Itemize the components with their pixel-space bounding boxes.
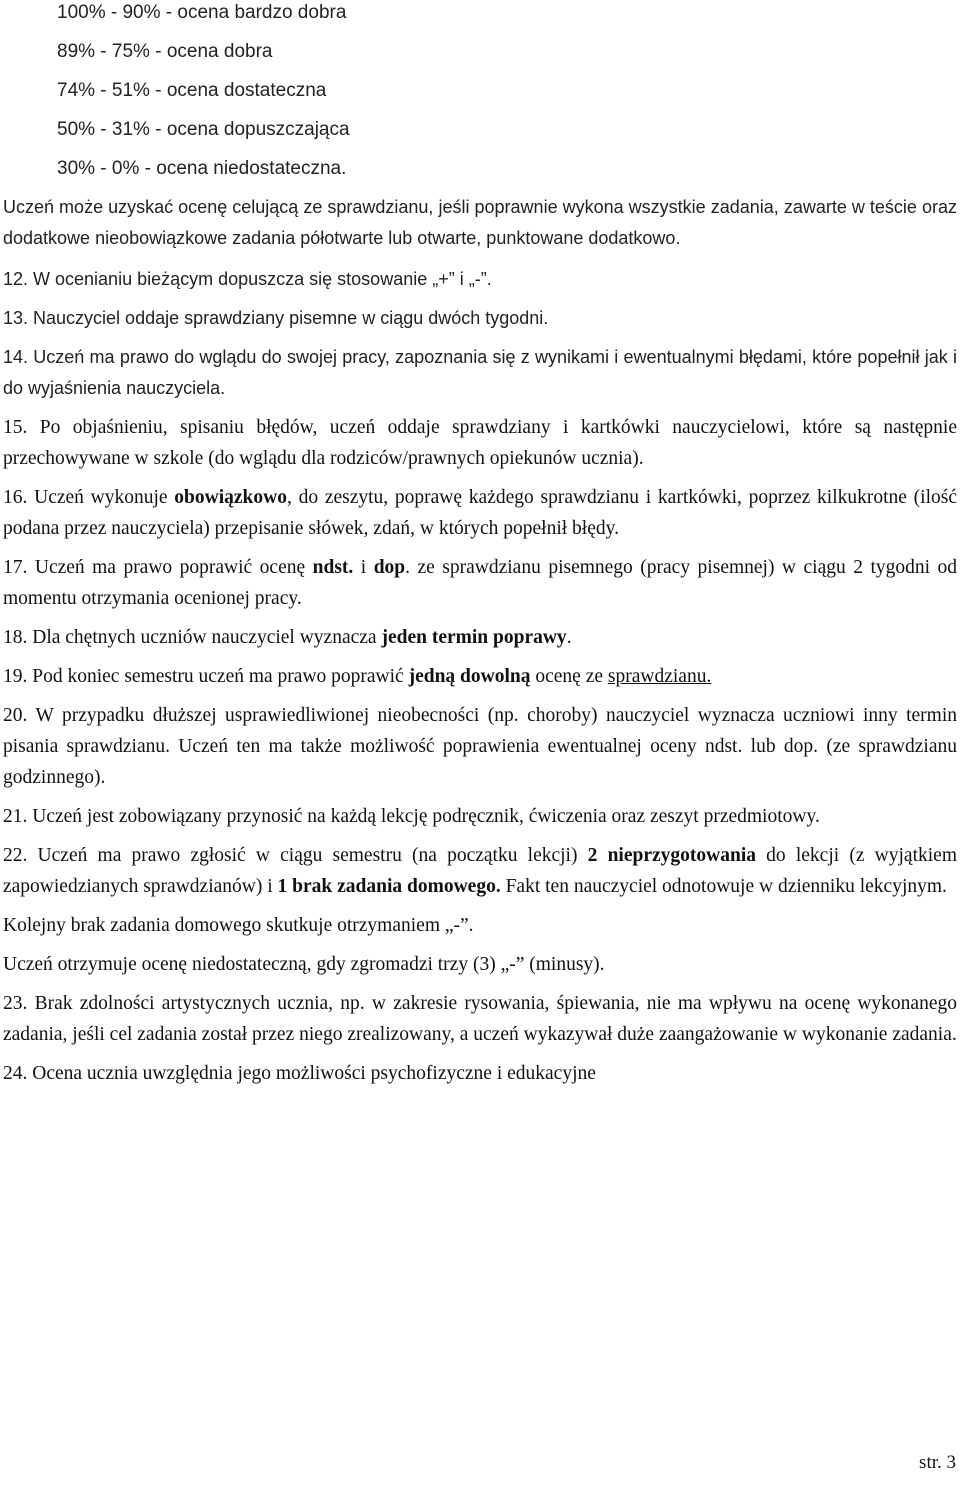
grade-scale-list: [57, 0, 350, 195]
paragraph-13: 13. Nauczyciel oddaje sprawdziany pisemne w ciągu dwóch tygodni.: [3, 308, 549, 328]
paragraph-24: 24. Ocena ucznia uwzględnia jego możliwości psychofizyczne i edukacyjne: [3, 1063, 596, 1084]
paragraph-18-text-b: .: [566, 627, 572, 648]
paragraph-17-text-b: i: [353, 557, 374, 578]
paragraph-22-emphasis-a: 2 nieprzygotowania: [587, 845, 756, 866]
page-number: str. 3: [919, 1452, 956, 1473]
paragraph-17-text-a: 17. Uczeń ma prawo poprawić ocenę: [3, 557, 313, 578]
paragraph-19-number: 19: [3, 666, 23, 687]
document-body: [3, 192, 957, 1097]
paragraph-22-text-a: 22. Uczeń ma prawo zgłosić w ciągu semestru (na początku lekcji): [3, 845, 588, 866]
grade-scale-item: 74% - 51% - ocena dostateczna: [57, 80, 327, 101]
paragraph-18: [3, 622, 957, 653]
paragraph-19-emphasis: jedną dowolną: [408, 666, 531, 687]
paragraph-22-emphasis-b: 1 brak zadania domowego.: [277, 876, 501, 897]
paragraph-22-text-b: do lekcji (z wyjątkiem zapowiedzianych sprawdzianów) i: [3, 845, 957, 897]
paragraph-16-text-a: 16. Uczeń wykonuje: [3, 487, 175, 508]
grade-scale-item: 100% - 90% - ocena bardzo dobra: [57, 2, 347, 23]
paragraph-20: 20. W przypadku dłuższej usprawiedliwionej nieobecności (np. choroby) nauczyciel wyznacza uczniowi inny termin pisania sprawdzianu. Uczeń ten ma także możliwość poprawienia ewentualnej oceny ndst. lub dop. (ze sprawdzianu godzinnego).: [3, 705, 957, 788]
paragraph-23: 23. Brak zdolności artystycznych ucznia, np. w zakresie rysowania, śpiewania, nie ma wpływu na ocenę wykonanego zadania, jeśli cel zadania został przez niego zrealizowany, a uczeń wykazywał duże zaangażowanie w wykonanie zadania.: [3, 993, 957, 1045]
paragraph-18-text-a: 18. Dla chętnych uczniów nauczyciel wyznacza: [3, 627, 382, 648]
paragraph-17-grade-ndst: ndst.: [312, 557, 354, 578]
paragraph-19-dot: . Pod koniec semestru uczeń ma prawo poprawić: [22, 666, 409, 687]
paragraph-intro: Uczeń może uzyskać ocenę celującą ze sprawdzianu, jeśli poprawnie wykona wszystkie zadania, zawarte w teście oraz dodatkowe nieobowiązkowe zadania półotwarte lub otwarte, punktowane dodatkowo.: [3, 197, 957, 248]
paragraph-17-grade-dop: dop: [373, 557, 406, 578]
paragraph-17-text-c: . ze sprawdzianu pisemnego (pracy pisemnej) w ciągu 2 tygodni od momentu otrzymania ocenionej pracy.: [3, 557, 958, 609]
paragraph-19-text-b: ocenę ze: [530, 666, 608, 687]
paragraph-15: 15. Po objaśnieniu, spisaniu błędów, uczeń oddaje sprawdziany i kartkówki nauczycielowi, które są następnie przechowywane w szkole (do wglądu dla rodziców/prawnych opiekunów ucznia).: [3, 417, 957, 469]
paragraph-12: 12. W ocenianiu bieżącym dopuszcza się stosowanie „+” i „-”.: [3, 269, 492, 289]
grade-scale-item: 89% - 75% - ocena dobra: [57, 41, 273, 62]
paragraph-21: 21. Uczeń jest zobowiązany przynosić na każdą lekcję podręcznik, ćwiczenia oraz zeszyt przedmiotowy.: [3, 806, 820, 827]
paragraph-14: 14. Uczeń ma prawo do wglądu do swojej pracy, zapoznania się z wynikami i ewentualnymi błędami, które popełnił jak i do wyjaśnienia nauczyciela.: [3, 347, 957, 398]
paragraph-16-text-b: , do zeszytu, poprawę każdego sprawdzianu i kartkówki, poprzez kilkukrotne (ilość podana przez nauczyciela) przepisanie słówek, zdań, w których popełnił błędy.: [3, 487, 958, 539]
paragraph-22-note-1: Kolejny brak zadania domowego skutkuje otrzymaniem „-”.: [3, 915, 474, 936]
paragraph-22-text-c: Fakt ten nauczyciel odnotowuje w dzienniku lekcyjnym.: [500, 876, 947, 897]
paragraph-16: [3, 482, 957, 544]
paragraph-19-underlined: sprawdzianu.: [607, 666, 712, 687]
paragraph-19: [3, 661, 957, 692]
paragraph-22: [3, 840, 957, 902]
paragraph-17: [3, 552, 957, 614]
paragraph-22-note-2: Uczeń otrzymuje ocenę niedostateczną, gdy zgromadzi trzy (3) „-” (minusy).: [3, 954, 605, 975]
grade-scale-item: 30% - 0% - ocena niedostateczna.: [57, 158, 347, 179]
paragraph-18-emphasis: jeden termin poprawy: [381, 627, 567, 648]
paragraph-16-emphasis: obowiązkowo: [174, 487, 287, 508]
grade-scale-item: 50% - 31% - ocena dopuszczająca: [57, 119, 350, 140]
